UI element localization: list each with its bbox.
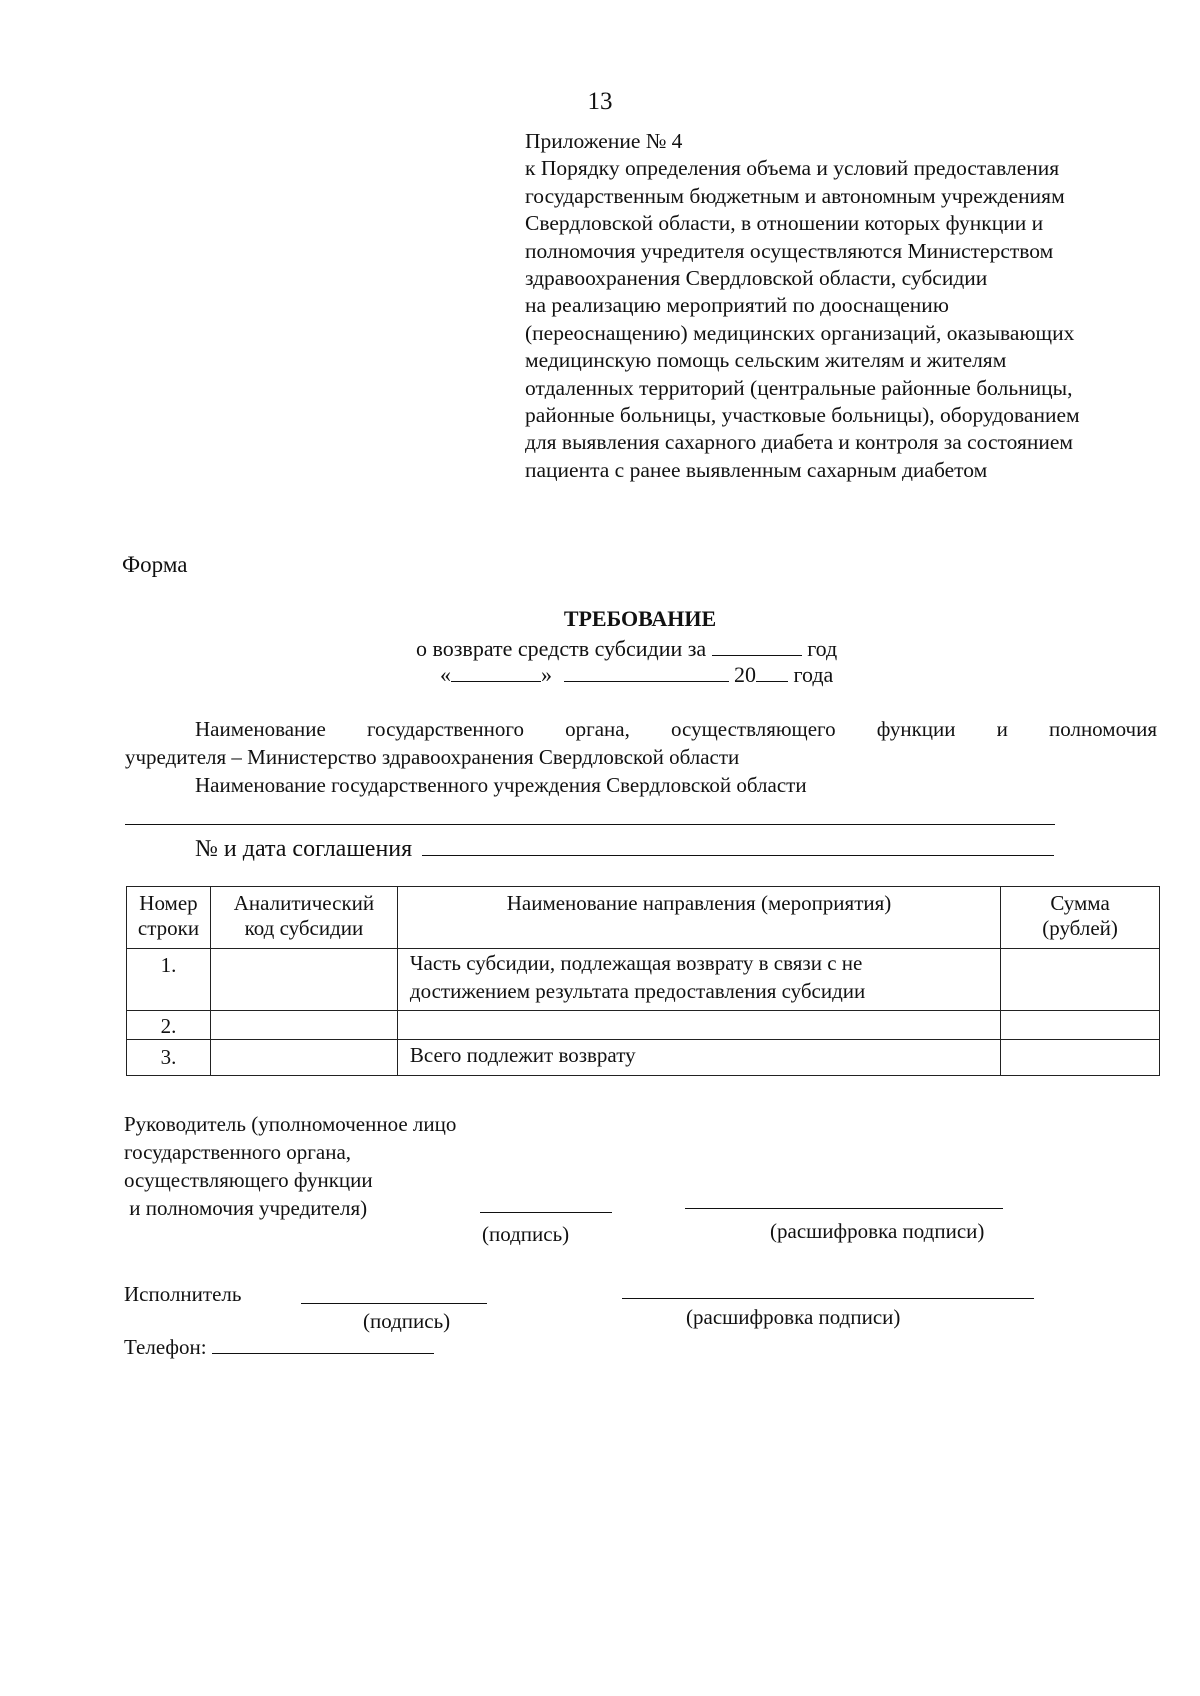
table-row xyxy=(127,949,1160,1011)
body-line-2: учредителя – Министерство здравоохранения Свердловской области xyxy=(125,745,740,769)
appendix-line: полномочия учредителя осуществляются Министерством xyxy=(525,238,1054,263)
year-field[interactable] xyxy=(712,637,802,656)
agreement-line xyxy=(195,835,1054,863)
appendix-line: отдаленных территорий (центральные районные больницы, xyxy=(525,375,1073,400)
cell-sum[interactable] xyxy=(1001,1011,1160,1040)
appendix-header xyxy=(525,128,1165,484)
appendix-line: (переоснащению) медицинских организаций, оказывающих xyxy=(525,320,1075,345)
cell-sum[interactable] xyxy=(1001,1040,1160,1076)
table-row xyxy=(127,1040,1160,1076)
subtitle xyxy=(416,636,837,662)
year-prefix: 20 xyxy=(734,662,756,687)
cell-name: Всего подлежит возврату xyxy=(397,1040,1000,1076)
cell-num: 1. xyxy=(127,949,211,1011)
cell-num: 3. xyxy=(127,1040,211,1076)
head-signature-label: Руководитель (уполномоченное лицо государственного органа, осуществляющего функции и полномочия учредителя) xyxy=(124,1112,457,1220)
cell-name[interactable] xyxy=(397,1011,1000,1040)
cell-code[interactable] xyxy=(210,1011,397,1040)
table-header-row xyxy=(127,887,1160,949)
head-signature-caption: (подпись) xyxy=(482,1222,570,1246)
appendix-line: государственным бюджетным и автономным учреждениям xyxy=(525,183,1065,208)
month-field[interactable] xyxy=(564,663,729,682)
appendix-line: Свердловской области, в отношении которых функции и xyxy=(525,211,1044,236)
cell-name: Часть субсидии, подлежащая возврату в связи с не достижением результата предоставления субсидии xyxy=(397,949,1000,1011)
executor-label: Исполнитель xyxy=(124,1282,242,1306)
subtitle-suffix: год xyxy=(807,636,838,661)
year-suffix-field[interactable] xyxy=(756,663,788,682)
form-label: Форма xyxy=(122,552,188,577)
header-name: Наименование направления (мероприятия) xyxy=(397,887,1000,949)
agreement-label: № и дата соглашения xyxy=(195,836,413,862)
body-line-3: Наименование государственного учреждения Свердловской области xyxy=(195,773,807,797)
phone-field[interactable] xyxy=(212,1337,434,1354)
executor-decoding-field[interactable] xyxy=(622,1298,1034,1299)
appendix-line: Приложение № 4 xyxy=(525,129,683,153)
appendix-line: районные больницы, участковые больницы), оборудованием xyxy=(525,403,1080,428)
head-decoding-field[interactable] xyxy=(685,1208,1003,1209)
document-title: ТРЕБОВАНИЕ xyxy=(563,606,717,631)
appendix-line: для выявления сахарного диабета и контроля за состоянием xyxy=(525,430,1074,455)
date-line xyxy=(440,662,833,688)
body-line-1: Наименование государственного органа, осуществляющего функции и полномочия xyxy=(195,717,1157,741)
refund-table xyxy=(126,886,1160,1076)
header-sum: Сумма (рублей) xyxy=(1001,887,1160,949)
cell-num: 2. xyxy=(127,1011,211,1040)
phone-label: Телефон: xyxy=(124,1335,207,1359)
appendix-line: пациента с ранее выявленным сахарным диабетом xyxy=(525,457,988,482)
header-row-number: Номер строки xyxy=(127,887,211,949)
head-signature-field[interactable] xyxy=(480,1212,612,1213)
cell-code[interactable] xyxy=(210,1040,397,1076)
open-quote: « xyxy=(440,662,451,687)
executor-decoding-caption: (расшифровка подписи) xyxy=(686,1305,901,1329)
year-suffix: года xyxy=(793,662,834,687)
subtitle-prefix: о возврате средств субсидии за xyxy=(416,636,707,661)
header-code: Аналитический код субсидии xyxy=(210,887,397,949)
executor-signature-field[interactable] xyxy=(301,1303,487,1304)
agreement-field[interactable] xyxy=(422,835,1054,856)
cell-sum[interactable] xyxy=(1001,949,1160,1011)
appendix-line: здравоохранения Свердловской области, субсидии xyxy=(525,266,988,291)
cell-code[interactable] xyxy=(210,949,397,1011)
appendix-line: к Порядку определения объема и условий предоставления xyxy=(525,156,1060,181)
table-row xyxy=(127,1011,1160,1040)
phone-line xyxy=(124,1335,434,1360)
executor-signature-caption: (подпись) xyxy=(363,1309,451,1333)
close-quote: » xyxy=(541,662,552,687)
institution-name-field[interactable] xyxy=(125,824,1055,825)
head-decoding-caption: (расшифровка подписи) xyxy=(770,1219,985,1243)
appendix-line: медицинскую помощь сельским жителям и жителям xyxy=(525,348,1007,373)
page-number: 13 xyxy=(587,88,613,115)
appendix-line: на реализацию мероприятий по дооснащению xyxy=(525,293,949,318)
day-field[interactable] xyxy=(451,663,541,682)
